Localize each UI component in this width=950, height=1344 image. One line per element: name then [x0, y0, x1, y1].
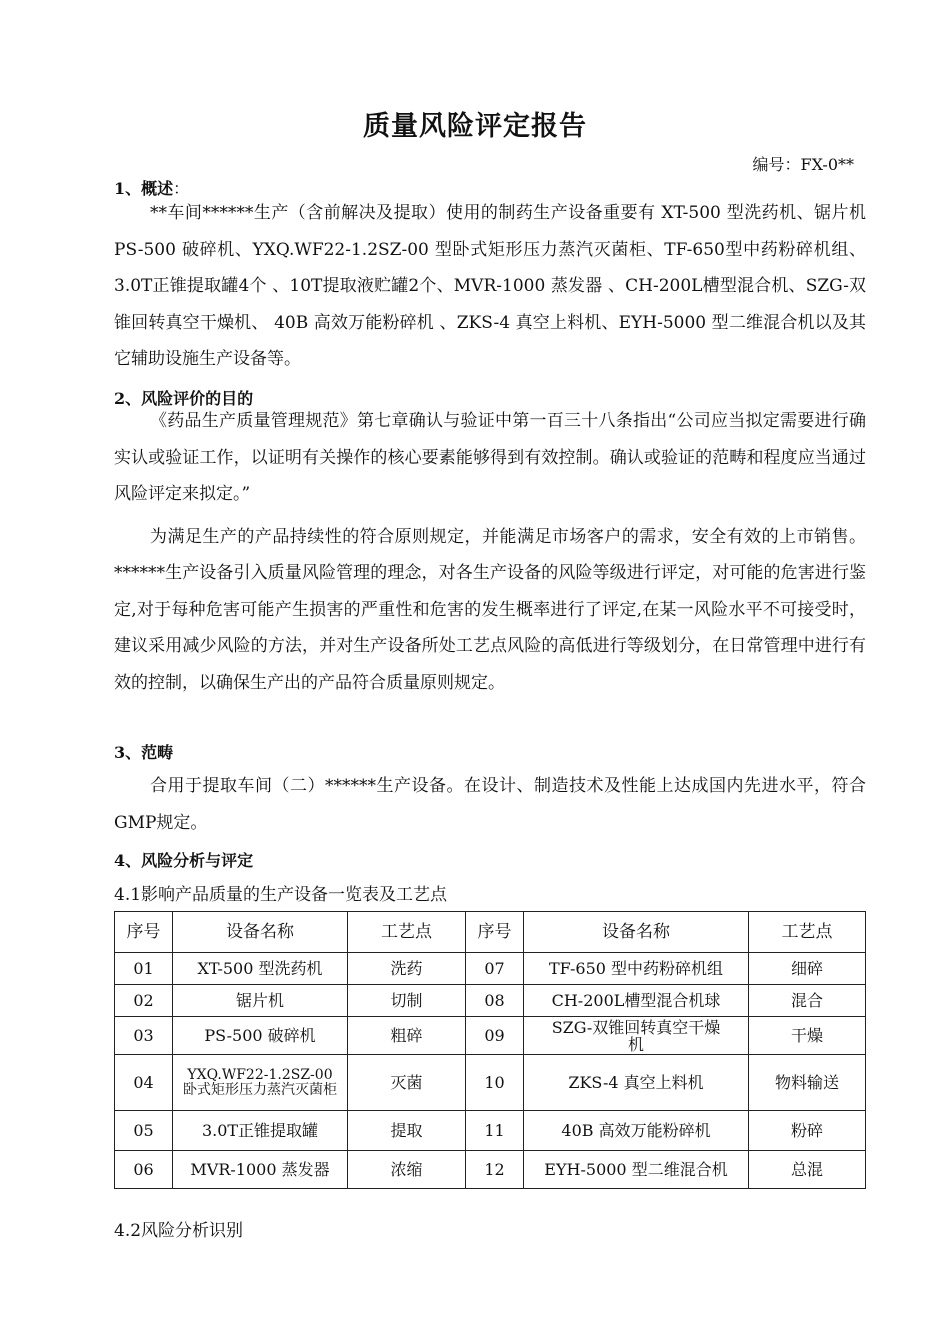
cell-no: 07 [466, 953, 524, 985]
document-title: 质量风险评定报告 [363, 111, 587, 142]
section-1-paragraph: **车间******生产（含前解决及提取）使用的制药生产设备重要有 XT-500 型洗药机、锯片机PS-500 破碎机、YXQ.WF22-1.2SZ-00 型卧式矩形压力蒸汽灭菌柜、TF-650型中药粉碎机组、 3.0T正锥提取罐4个 、10T提取液贮罐2个、MVR-1000 蒸发器 、CH-200L槽型混合机、SZG-双锥回转真空干燥机、 40B 高效万能粉碎机 、ZKS-4 真空上料机、EYH-5000 型二维混合机以及其它辅助设施生产设备等。 [114, 203, 866, 369]
cell-equipment: PS-500 破碎机 [173, 1017, 348, 1055]
cell-equipment: YXQ.WF22-1.2SZ-00卧式矩形压力蒸汽灭菌柜 [173, 1055, 348, 1111]
equipment-table [114, 911, 866, 1189]
cell-process: 总混 [749, 1151, 866, 1189]
section-1-heading-colon: ： [173, 179, 190, 198]
cell-process: 切制 [348, 985, 466, 1017]
cell-process: 混合 [749, 985, 866, 1017]
cell-process: 洗药 [348, 953, 466, 985]
section-3-paragraph: 合用于提取车间（二）******生产设备。在设计、制造技术及性能上达成国内先进水平，符合GMP规定。 [114, 776, 866, 833]
section-3-body [114, 768, 866, 841]
header-no-a: 序号 [115, 912, 173, 953]
cell-process: 粗碎 [348, 1017, 466, 1055]
cell-no: 09 [466, 1017, 524, 1055]
cell-equipment: TF-650 型中药粉碎机组 [524, 953, 749, 985]
header-no-b: 序号 [466, 912, 524, 953]
cell-equipment: SZG-双锥回转真空干燥机 [524, 1017, 749, 1055]
header-name-b: 设备名称 [524, 912, 749, 953]
cell-no: 11 [466, 1111, 524, 1151]
cell-no: 03 [115, 1017, 173, 1055]
table-row [115, 985, 866, 1017]
cell-process: 细碎 [749, 953, 866, 985]
section-2-heading: 2、风险评价的目的 [114, 389, 254, 408]
section-2-body [114, 403, 866, 701]
table-row [115, 953, 866, 985]
cell-equipment: EYH-5000 型二维混合机 [524, 1151, 749, 1189]
cell-equipment: 3.0T正锥提取罐 [173, 1111, 348, 1151]
subsection-4-2-title: 4.2风险分析识别 [114, 1221, 244, 1241]
cell-no: 06 [115, 1151, 173, 1189]
section-2-paragraph-2: 为满足生产的产品持续性的符合原则规定，并能满足市场客户的需求，安全有效的上市销售。******生产设备引入质量风险管理的理念，对各生产设备的风险等级进行评定，对可能的危害进行鉴定,对于每种危害可能产生损害的严重性和危害的发生概率进行了评定,在某一风险水平不可接受时，建议采用减少风险的方法，并对生产设备所处工艺点风险的高低进行等级划分，在日常管理中进行有效的控制，以确保生产出的产品符合质量原则规定。 [114, 526, 866, 693]
cell-equipment: 锯片机 [173, 985, 348, 1017]
section-1-heading-text: 1、概述 [114, 179, 174, 198]
cell-process: 干燥 [749, 1017, 866, 1055]
header-name-a: 设备名称 [173, 912, 348, 953]
cell-equipment: ZKS-4 真空上料机 [524, 1055, 749, 1111]
section-1-body [114, 195, 866, 378]
header-process-a: 工艺点 [348, 912, 466, 953]
cell-equipment: XT-500 型洗药机 [173, 953, 348, 985]
cell-no: 04 [115, 1055, 173, 1111]
cell-equipment: MVR-1000 蒸发器 [173, 1151, 348, 1189]
table-row [115, 1055, 866, 1111]
subsection-4-1-title: 4.1影响产品质量的生产设备一览表及工艺点 [114, 885, 448, 905]
cell-equipment: 40B 高效万能粉碎机 [524, 1111, 749, 1151]
cell-process: 灭菌 [348, 1055, 466, 1111]
table-row [115, 1151, 866, 1189]
section-3-heading: 3、范畴 [114, 743, 174, 762]
section-4-heading: 4、风险分析与评定 [114, 851, 254, 870]
cell-no: 12 [466, 1151, 524, 1189]
header-process-b: 工艺点 [749, 912, 866, 953]
cell-no: 02 [115, 985, 173, 1017]
table-row [115, 1017, 866, 1055]
cell-process: 提取 [348, 1111, 466, 1151]
cell-process: 浓缩 [348, 1151, 466, 1189]
cell-no: 01 [115, 953, 173, 985]
cell-equipment: CH-200L槽型混合机球 [524, 985, 749, 1017]
section-2-paragraph-1: 《药品生产质量管理规范》第七章确认与验证中第一百三十八条指出“公司应当拟定需要进行确实认或验证工作，以证明有关操作的核心要素能够得到有效控制。确认或验证的范畴和程度应当通过风险评定来拟定。” [114, 411, 866, 504]
document-number: 编号：FX-0** [752, 155, 854, 174]
cell-process: 物料输送 [749, 1055, 866, 1111]
cell-no: 10 [466, 1055, 524, 1111]
cell-no: 08 [466, 985, 524, 1017]
table-row [115, 1111, 866, 1151]
cell-process: 粉碎 [749, 1111, 866, 1151]
cell-no: 05 [115, 1111, 173, 1151]
table-header-row [115, 912, 866, 953]
